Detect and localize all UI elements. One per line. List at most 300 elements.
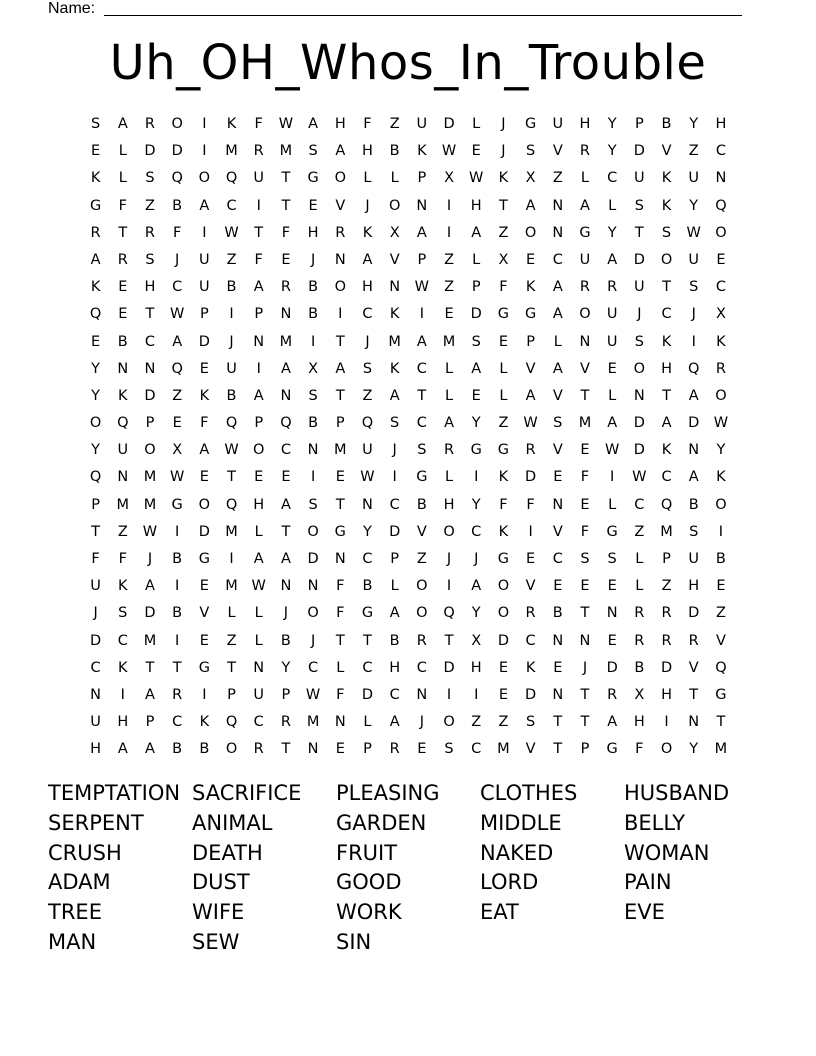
- grid-letter: D: [198, 523, 210, 540]
- grid-letter: C: [117, 632, 128, 649]
- grid-letter: C: [362, 306, 373, 323]
- grid-letter: I: [718, 523, 724, 540]
- grid-letter: I: [256, 197, 261, 214]
- grid-letter: Z: [172, 387, 183, 404]
- grid-letter: F: [118, 197, 127, 214]
- grid-letter: U: [552, 116, 564, 132]
- grid-letter: Y: [607, 116, 617, 132]
- grid-letter: W: [142, 523, 158, 540]
- grid-letter: A: [416, 224, 427, 241]
- grid-letter: Y: [471, 605, 481, 622]
- grid-letter: M: [497, 741, 510, 758]
- grid-letter: A: [172, 333, 183, 350]
- grid-letter: M: [225, 578, 238, 595]
- grid-letter: D: [144, 387, 156, 404]
- word-list-item: SERPENT: [48, 810, 144, 835]
- grid-letter: W: [251, 578, 266, 595]
- grid-letter: T: [118, 224, 128, 241]
- grid-letter: J: [310, 251, 316, 268]
- grid-letter: N: [579, 632, 591, 649]
- word-list-item: TREE: [48, 900, 102, 925]
- grid-letter: U: [199, 279, 210, 296]
- grid-letter: N: [280, 306, 292, 323]
- grid-letter: G: [198, 659, 210, 676]
- grid-letter: E: [526, 251, 536, 268]
- grid-letter: S: [525, 714, 536, 731]
- grid-letter: F: [526, 496, 535, 513]
- grid-letter: M: [279, 143, 293, 160]
- grid-letter: H: [389, 659, 401, 676]
- grid-letter: Q: [225, 170, 238, 187]
- grid-letter: D: [361, 686, 374, 703]
- grid-letter: S: [390, 415, 400, 432]
- grid-letter: M: [334, 442, 347, 459]
- grid-letter: M: [660, 523, 673, 540]
- grid-letter: S: [607, 551, 617, 567]
- grid-letter: N: [307, 741, 319, 758]
- grid-letter: O: [89, 415, 102, 432]
- word-list-item: SEW: [192, 929, 240, 954]
- grid-letter: B: [308, 306, 319, 323]
- grid-letter: D: [633, 442, 645, 459]
- grid-letter: P: [281, 686, 291, 703]
- grid-letter: K: [90, 279, 101, 296]
- grid-letter: A: [552, 279, 563, 296]
- grid-letter: A: [389, 714, 400, 731]
- grid-letter: C: [362, 659, 373, 676]
- grid-letter: E: [91, 143, 101, 160]
- grid-letter: D: [144, 143, 156, 160]
- grid-letter: O: [497, 578, 510, 595]
- grid-letter: H: [443, 496, 455, 513]
- grid-letter: V: [580, 360, 590, 377]
- grid-letter: N: [389, 279, 401, 296]
- grid-letter: C: [416, 360, 427, 377]
- grid-letter: A: [199, 442, 210, 459]
- grid-letter: J: [365, 333, 370, 350]
- grid-letter: I: [202, 686, 207, 703]
- grid-letter: U: [90, 578, 101, 595]
- grid-letter: X: [498, 251, 509, 268]
- grid-letter: N: [416, 197, 428, 214]
- grid-letter: L: [254, 632, 263, 649]
- grid-letter: H: [688, 578, 700, 595]
- grid-letter: D: [443, 659, 455, 676]
- grid-letter: A: [607, 251, 618, 268]
- grid-letter: Y: [607, 224, 617, 241]
- grid-letter: N: [253, 659, 265, 676]
- grid-letter: Y: [281, 659, 291, 676]
- grid-letter: O: [443, 714, 455, 731]
- grid-letter: O: [334, 279, 346, 296]
- grid-letter: K: [199, 387, 210, 404]
- grid-letter: W: [169, 306, 185, 323]
- grid-letter: R: [715, 360, 726, 377]
- grid-letter: C: [471, 741, 482, 758]
- grid-letter: V: [389, 251, 400, 268]
- grid-letter: C: [661, 306, 672, 323]
- grid-letter: W: [713, 415, 729, 432]
- grid-letter: E: [580, 442, 590, 459]
- grid-letter: M: [306, 714, 320, 731]
- grid-letter: Z: [688, 143, 699, 160]
- grid-letter: P: [390, 551, 400, 567]
- grid-letter: R: [607, 686, 618, 703]
- grid-letter: K: [226, 116, 237, 132]
- grid-letter: V: [525, 741, 536, 758]
- grid-letter: T: [281, 523, 291, 540]
- grid-letter: L: [444, 469, 454, 486]
- grid-letter: Z: [444, 251, 454, 268]
- grid-letter: B: [389, 632, 400, 649]
- grid-letter: I: [202, 116, 207, 132]
- grid-letter: B: [416, 496, 427, 513]
- grid-letter: Q: [225, 415, 238, 432]
- grid-letter: L: [580, 170, 590, 187]
- grid-letter: N: [579, 333, 591, 350]
- grid-letter: M: [143, 632, 157, 649]
- grid-letter: D: [606, 659, 618, 676]
- grid-letter: O: [416, 605, 428, 622]
- grid-letter: R: [579, 279, 590, 296]
- grid-letter: V: [715, 632, 726, 649]
- grid-letter: C: [172, 279, 183, 296]
- grid-letter: T: [553, 741, 563, 758]
- grid-letter: C: [389, 686, 400, 703]
- grid-letter: H: [470, 197, 482, 214]
- grid-letter: E: [254, 469, 264, 486]
- grid-letter: Z: [444, 279, 454, 296]
- grid-letter: C: [471, 523, 482, 540]
- grid-letter: M: [388, 333, 401, 350]
- grid-letter: N: [552, 686, 564, 703]
- grid-letter: L: [227, 605, 236, 622]
- grid-letter: A: [335, 360, 346, 377]
- grid-letter: A: [525, 387, 536, 404]
- grid-letter: V: [552, 442, 563, 459]
- grid-letter: H: [661, 686, 672, 703]
- grid-letter: T: [580, 605, 590, 622]
- grid-letter: R: [280, 279, 291, 296]
- grid-letter: A: [471, 224, 482, 241]
- grid-letter: A: [552, 306, 563, 323]
- word-list-item: SACRIFICE: [192, 781, 302, 805]
- grid-letter: J: [365, 197, 370, 214]
- grid-letter: P: [335, 415, 345, 432]
- grid-letter: E: [498, 686, 508, 703]
- grid-letter: T: [335, 387, 345, 404]
- grid-letter: B: [634, 659, 645, 676]
- grid-letter: K: [525, 659, 536, 676]
- grid-letter: A: [580, 197, 590, 214]
- grid-letter: U: [226, 360, 237, 377]
- grid-letter: V: [335, 197, 346, 214]
- grid-letter: E: [498, 659, 508, 676]
- grid-letter: G: [606, 741, 618, 758]
- grid-letter: T: [716, 714, 726, 731]
- grid-letter: E: [335, 741, 345, 758]
- grid-letter: N: [633, 387, 645, 404]
- grid-letter: E: [607, 360, 617, 377]
- grid-letter: Q: [89, 306, 102, 323]
- grid-letter: S: [580, 551, 590, 567]
- grid-letter: Z: [145, 197, 155, 214]
- grid-letter: M: [143, 496, 157, 513]
- grid-letter: A: [280, 360, 291, 377]
- grid-letter: Q: [660, 496, 673, 513]
- grid-letter: J: [582, 659, 588, 676]
- grid-letter: A: [145, 578, 155, 595]
- grid-letter: C: [552, 551, 563, 567]
- grid-letter: S: [661, 224, 672, 241]
- grid-letter: F: [200, 415, 209, 432]
- grid-letter: J: [147, 551, 153, 567]
- grid-letter: C: [308, 659, 319, 676]
- grid-letter: O: [497, 605, 510, 622]
- grid-letter: R: [144, 116, 155, 132]
- grid-letter: Z: [416, 551, 427, 567]
- grid-letter: B: [362, 578, 373, 595]
- grid-letter: T: [227, 469, 236, 486]
- grid-letter: T: [172, 659, 182, 676]
- grid-letter: K: [661, 442, 672, 459]
- grid-letter: Z: [362, 387, 373, 404]
- grid-letter: E: [308, 197, 318, 214]
- grid-letter: C: [226, 197, 237, 214]
- grid-letter: R: [661, 605, 672, 622]
- grid-letter: S: [444, 741, 454, 758]
- grid-letter: B: [308, 279, 319, 296]
- grid-letter: F: [635, 741, 644, 758]
- grid-letter: S: [634, 197, 644, 214]
- grid-letter: E: [471, 143, 481, 160]
- grid-letter: J: [419, 714, 424, 731]
- grid-letter: W: [686, 224, 701, 241]
- grid-letter: J: [691, 306, 696, 323]
- word-list-item: ANIMAL: [192, 810, 273, 835]
- grid-letter: O: [253, 442, 265, 459]
- grid-letter: Y: [689, 116, 699, 132]
- grid-letter: N: [117, 360, 129, 377]
- grid-letter: A: [607, 714, 618, 731]
- grid-letter: B: [389, 143, 400, 160]
- grid-letter: H: [470, 659, 482, 676]
- grid-letter: B: [688, 496, 699, 513]
- grid-letter: H: [633, 714, 645, 731]
- grid-letter: A: [308, 116, 319, 132]
- grid-letter: A: [145, 741, 155, 758]
- grid-letter: L: [390, 170, 399, 187]
- grid-letter: Z: [498, 714, 509, 731]
- word-list-item: WORK: [336, 900, 402, 925]
- grid-letter: D: [171, 143, 183, 160]
- grid-letter: R: [443, 442, 455, 459]
- grid-letter: G: [89, 197, 102, 214]
- grid-letter: C: [607, 170, 618, 187]
- grid-letter: L: [499, 387, 508, 404]
- grid-letter: H: [334, 116, 346, 132]
- grid-letter: E: [498, 333, 508, 350]
- grid-letter: R: [634, 632, 645, 649]
- grid-letter: L: [118, 170, 127, 187]
- grid-letter: D: [198, 333, 210, 350]
- grid-letter: H: [144, 279, 156, 296]
- grid-letter: R: [172, 686, 183, 703]
- grid-letter: G: [497, 551, 510, 567]
- grid-letter: O: [198, 170, 211, 187]
- word-list-item: FRUIT: [336, 840, 398, 865]
- grid-letter: T: [281, 170, 291, 187]
- grid-letter: R: [525, 442, 536, 459]
- grid-letter: I: [419, 306, 424, 323]
- grid-letter: C: [525, 632, 536, 649]
- grid-letter: L: [635, 578, 644, 595]
- grid-letter: Q: [715, 197, 727, 214]
- grid-letter: H: [117, 714, 129, 731]
- grid-letter: R: [389, 741, 400, 758]
- grid-letter: I: [446, 197, 452, 214]
- grid-letter: S: [525, 143, 536, 160]
- grid-letter: I: [664, 714, 669, 731]
- grid-letter: M: [225, 143, 238, 160]
- grid-letter: B: [172, 197, 183, 214]
- grid-letter: U: [606, 333, 618, 350]
- grid-letter: E: [553, 469, 563, 486]
- grid-letter: F: [363, 116, 372, 132]
- grid-letter: N: [552, 496, 564, 513]
- grid-letter: C: [416, 659, 427, 676]
- grid-letter: I: [175, 578, 180, 595]
- grid-letter: X: [634, 686, 645, 703]
- grid-letter: S: [417, 442, 427, 459]
- grid-letter: P: [145, 415, 155, 432]
- grid-letter: X: [471, 632, 482, 649]
- grid-letter: T: [335, 496, 345, 513]
- grid-letter: G: [334, 523, 346, 540]
- grid-letter: N: [552, 224, 564, 241]
- grid-letter: K: [661, 333, 672, 350]
- word-list-item: BELLY: [624, 810, 686, 835]
- grid-letter: H: [253, 496, 265, 513]
- grid-letter: J: [446, 551, 452, 567]
- grid-letter: S: [145, 170, 155, 187]
- word-list-item: TEMPTATION: [48, 781, 181, 805]
- grid-letter: T: [417, 387, 427, 404]
- grid-letter: I: [229, 551, 234, 567]
- grid-letter: T: [662, 279, 671, 296]
- grid-letter: W: [469, 170, 484, 187]
- grid-letter: N: [307, 578, 319, 595]
- grid-letter: S: [308, 143, 318, 160]
- grid-letter: B: [661, 116, 672, 132]
- grid-letter: L: [472, 251, 481, 268]
- grid-letter: C: [144, 333, 156, 350]
- grid-letter: A: [525, 197, 536, 214]
- grid-letter: S: [553, 415, 563, 432]
- grid-letter: A: [416, 333, 427, 350]
- grid-letter: I: [256, 360, 261, 377]
- grid-letter: E: [199, 578, 209, 595]
- grid-letter: D: [688, 605, 700, 622]
- grid-letter: F: [336, 686, 345, 703]
- grid-letter: R: [416, 632, 427, 649]
- grid-letter: G: [470, 442, 482, 459]
- grid-letter: D: [525, 469, 537, 486]
- word-list-item: LORD: [480, 870, 539, 895]
- grid-letter: F: [91, 551, 100, 567]
- grid-letter: C: [715, 279, 726, 296]
- grid-letter: P: [417, 251, 427, 268]
- grid-letter: N: [280, 387, 292, 404]
- grid-letter: C: [362, 551, 373, 567]
- grid-letter: Z: [471, 714, 482, 731]
- word-list-item: WIFE: [192, 900, 245, 925]
- grid-letter: V: [552, 387, 563, 404]
- grid-letter: C: [552, 251, 563, 268]
- grid-letter: Z: [715, 605, 726, 622]
- grid-letter: W: [604, 442, 620, 459]
- grid-letter: F: [172, 224, 182, 241]
- grid-letter: K: [498, 170, 509, 187]
- grid-letter: N: [253, 333, 265, 350]
- grid-letter: S: [689, 523, 699, 540]
- grid-letter: B: [226, 387, 237, 404]
- grid-letter: Q: [443, 605, 455, 622]
- word-list-item: EAT: [480, 900, 519, 925]
- grid-letter: N: [307, 442, 319, 459]
- word-list-item: PLEASING: [336, 781, 440, 805]
- grid-letter: P: [227, 686, 236, 703]
- grid-letter: Y: [471, 496, 481, 513]
- grid-letter: M: [116, 496, 130, 513]
- grid-letter: R: [634, 605, 645, 622]
- grid-letter: N: [552, 197, 564, 214]
- grid-letter: U: [579, 251, 591, 268]
- grid-letter: W: [224, 224, 239, 241]
- grid-letter: L: [444, 387, 454, 404]
- grid-letter: O: [416, 578, 428, 595]
- grid-letter: E: [526, 551, 536, 567]
- grid-letter: P: [526, 333, 535, 350]
- grid-letter: D: [90, 632, 102, 649]
- grid-letter: N: [715, 170, 727, 187]
- grid-letter: K: [362, 224, 373, 241]
- grid-letter: L: [118, 143, 127, 160]
- grid-letter: J: [392, 442, 397, 459]
- grid-letter: G: [416, 469, 428, 486]
- grid-letter: P: [199, 306, 209, 323]
- grid-letter: P: [417, 170, 427, 187]
- grid-letter: A: [117, 116, 128, 132]
- grid-letter: V: [552, 143, 563, 160]
- grid-letter: S: [634, 333, 644, 350]
- grid-letter: D: [470, 306, 482, 323]
- grid-letter: P: [662, 551, 671, 567]
- grid-letter: E: [118, 279, 128, 296]
- grid-letter: N: [144, 360, 156, 377]
- grid-letter: D: [660, 659, 673, 676]
- grid-letter: A: [607, 415, 618, 432]
- name-label: Name:: [48, 0, 96, 17]
- grid-letter: J: [229, 333, 234, 350]
- grid-letter: E: [172, 415, 182, 432]
- grid-letter: Y: [607, 143, 617, 160]
- grid-letter: K: [199, 714, 210, 731]
- grid-letter: E: [716, 578, 726, 595]
- grid-letter: K: [118, 659, 128, 676]
- word-list-item: EVE: [624, 900, 665, 925]
- grid-letter: X: [444, 170, 454, 187]
